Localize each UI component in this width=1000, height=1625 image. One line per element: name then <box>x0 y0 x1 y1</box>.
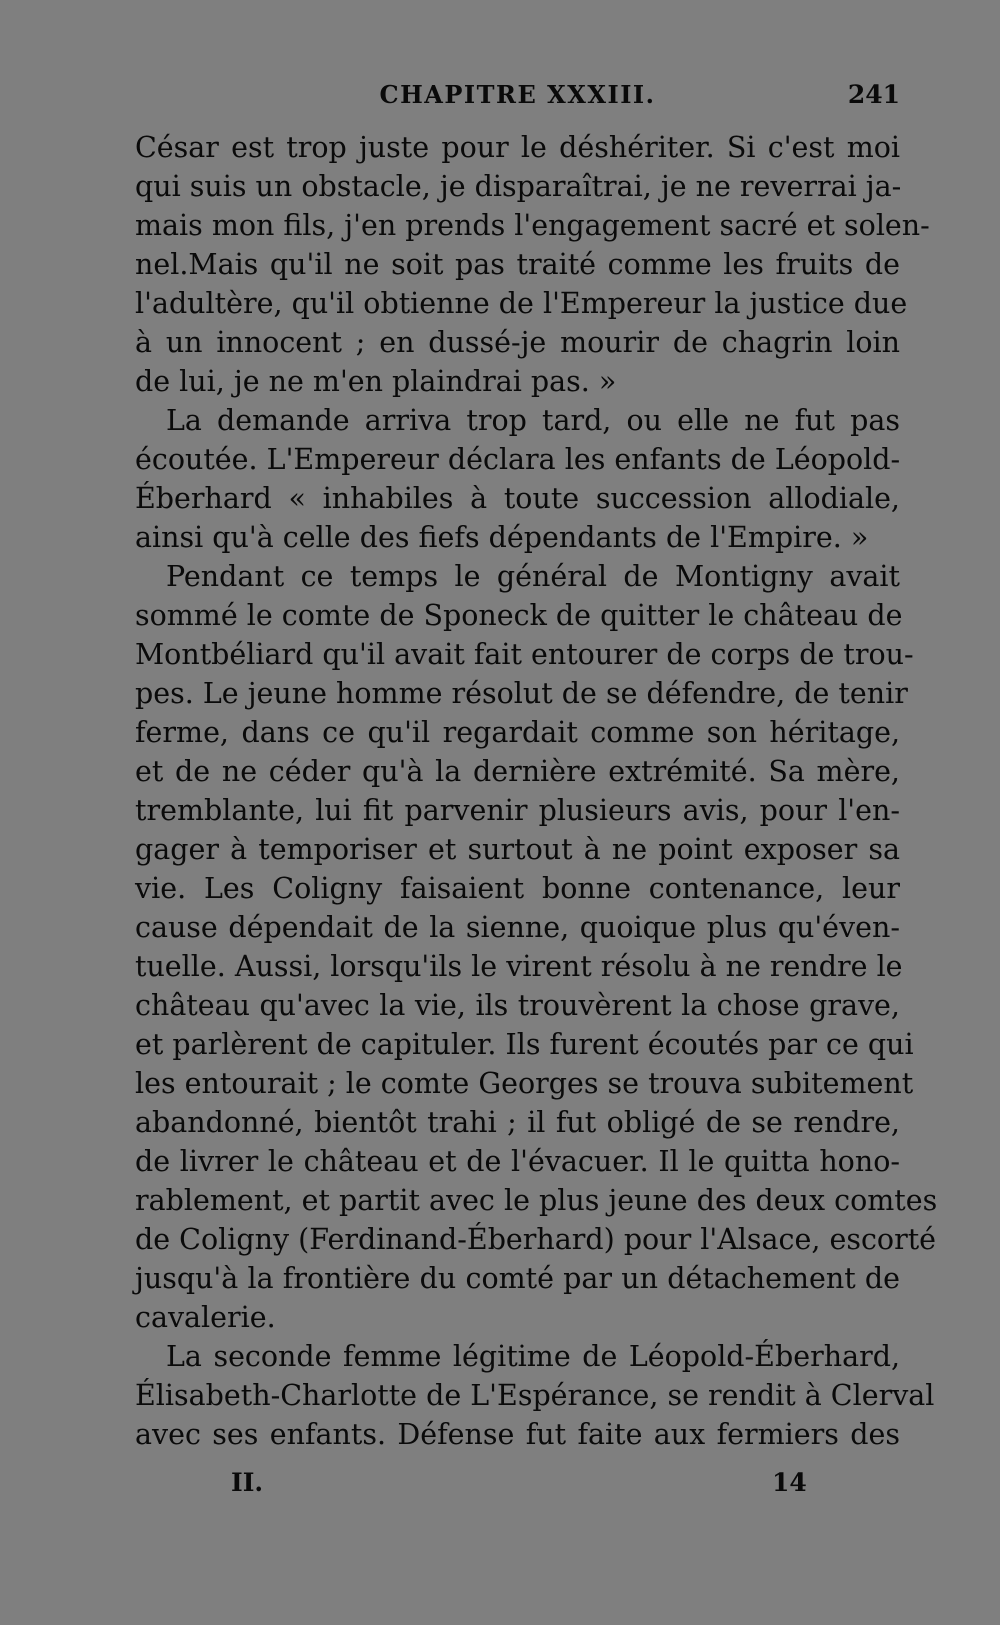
text-line: château qu'avec la vie, ils trouvèrent la chose grave, <box>135 989 900 1022</box>
text-line: de lui, je ne m'en plaindrai pas. » <box>135 365 617 398</box>
text-line: nel.Mais qu'il ne soit pas traité comme les fruits de <box>135 248 900 281</box>
text-line: ferme, dans ce qu'il regardait comme son héritage, <box>135 716 900 749</box>
chapter-title: CHAPITRE XXXIII. <box>379 80 656 109</box>
text-line: Pendant ce temps le général de Montigny avait <box>166 560 900 593</box>
text-line: mais mon fils, j'en prends l'engagement sacré et solen- <box>135 209 930 242</box>
text-line: les entourait ; le comte Georges se trouva subitement <box>135 1067 914 1100</box>
text-line: Élisabeth-Charlotte de L'Espérance, se rendit à Clerval <box>135 1379 935 1412</box>
text-line: sommé le comte de Sponeck de quitter le château de <box>135 599 903 632</box>
text-line: l'adultère, qu'il obtienne de l'Empereur la justice due <box>135 287 908 320</box>
text-line: César est trop juste pour le déshériter. Si c'est moi <box>135 131 900 164</box>
text-line: cavalerie. <box>135 1301 276 1334</box>
text-line: pes. Le jeune homme résolut de se défendre, de tenir <box>135 677 908 710</box>
text-line: vie. Les Coligny faisaient bonne contenance, leur <box>135 872 900 905</box>
body-text <box>135 128 938 1454</box>
text-line: gager à temporiser et surtout à ne point exposer sa <box>135 833 900 866</box>
text-line: et de ne céder qu'à la dernière extrémité. Sa mère, <box>135 755 900 788</box>
text-line: tuelle. Aussi, lorsqu'ils le virent résolu à ne rendre le <box>135 950 903 983</box>
page-number: 241 <box>847 80 900 109</box>
text-line: de Coligny (Ferdinand-Éberhard) pour l'Alsace, escorté <box>135 1223 937 1256</box>
text-line: rablement, et partit avec le plus jeune des deux comtes <box>135 1184 938 1217</box>
text-line: ainsi qu'à celle des fiefs dépendants de l'Empire. » <box>135 521 869 554</box>
page-footer <box>135 1468 900 1504</box>
text-line: qui suis un obstacle, je disparaîtrai, je ne reverrai ja- <box>135 170 902 203</box>
text-line: Montbéliard qu'il avait fait entourer de corps de trou- <box>135 638 914 671</box>
signature-number: 14 <box>772 1468 807 1497</box>
text-line: La seconde femme légitime de Léopold-Éberhard, <box>166 1340 900 1373</box>
text-line: abandonné, bientôt trahi ; il fut obligé de se rendre, <box>135 1106 900 1139</box>
running-head <box>135 80 900 114</box>
text-line: La demande arriva trop tard, ou elle ne fut pas <box>166 404 900 437</box>
signature-mark: II. <box>231 1468 264 1497</box>
text-line: avec ses enfants. Défense fut faite aux fermiers des <box>135 1418 900 1451</box>
text-line: tremblante, lui fit parvenir plusieurs avis, pour l'en- <box>135 794 900 827</box>
text-line: Éberhard « inhabiles à toute succession allodiale, <box>135 482 900 515</box>
text-line: cause dépendait de la sienne, quoique plus qu'éven- <box>135 911 900 944</box>
text-line: à un innocent ; en dussé-je mourir de chagrin loin <box>135 326 900 359</box>
text-line: et parlèrent de capituler. Ils furent écoutés par ce qui <box>135 1028 914 1061</box>
text-line: de livrer le château et de l'évacuer. Il le quitta hono- <box>135 1145 900 1178</box>
text-line: écoutée. L'Empereur déclara les enfants de Léopold- <box>135 443 901 476</box>
text-line: jusqu'à la frontière du comté par un détachement de <box>135 1262 900 1295</box>
